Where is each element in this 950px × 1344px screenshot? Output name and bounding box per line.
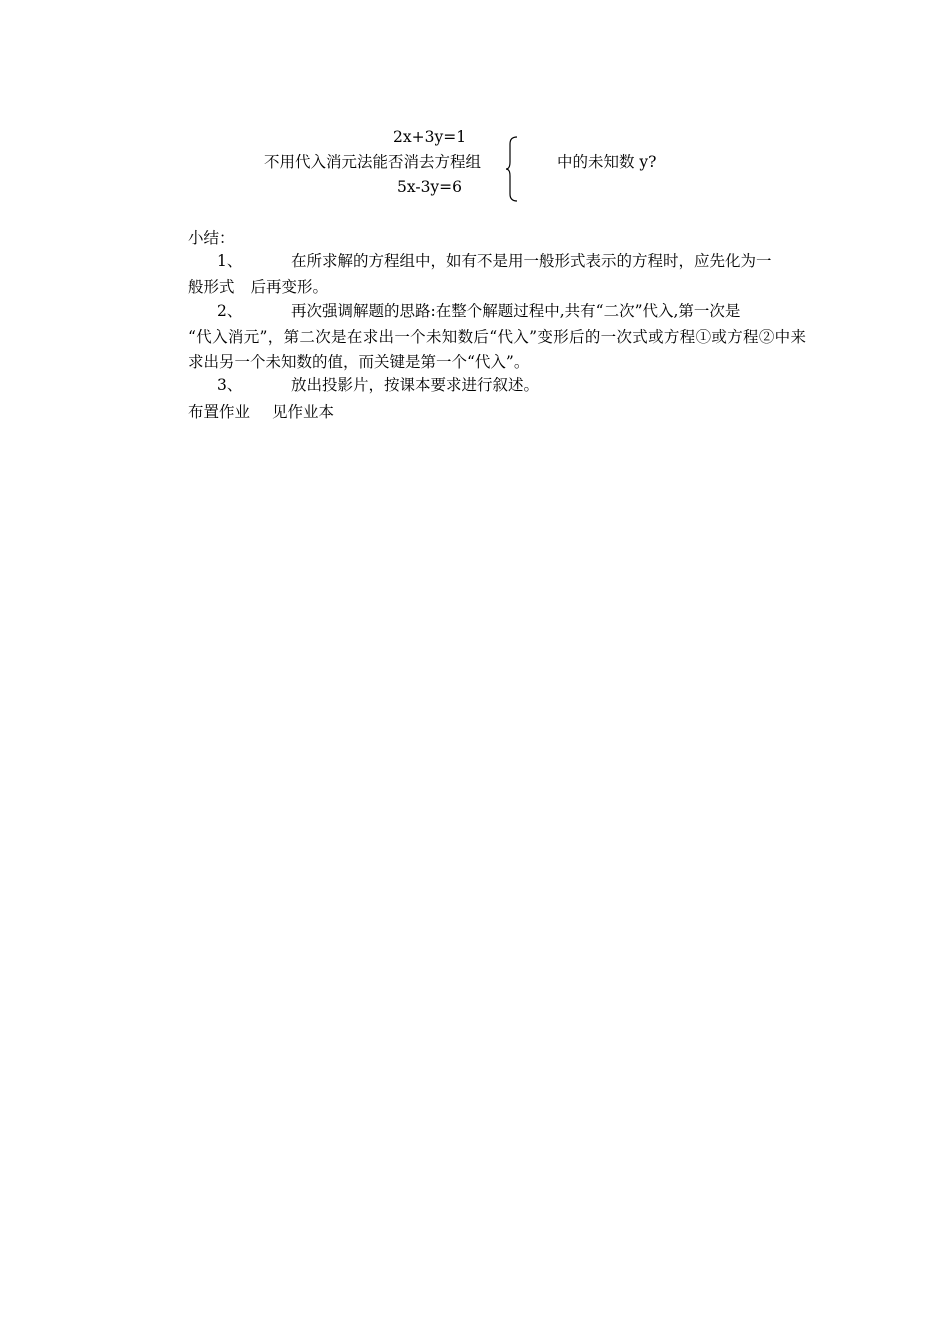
item-text: 放出投影片，按课本要求进行叙述。 [291,376,540,394]
item-text: “代入消元”，第二次是在求出一个未知数后“代入”变形后的一次式或方程①或方程②中来求出另一个未知数的值，而关键是第一个“代入”。 [188,327,806,371]
item-text: 再次强调解题的思路:在整个解题过程中,共有“二次”代入,第一次是 [291,302,741,320]
equation-2: 5x-3y=6 [397,178,463,196]
item-number: 3、 [217,376,243,394]
question-lead-text: 不用代入消元法能否消去方程组 [264,153,482,171]
summary-item-2 [188,299,806,376]
item-text: 后再变形。 [250,277,329,296]
homework-content: 见作业本 [272,403,335,421]
summary-title: 小结： [188,229,235,247]
homework-label: 布置作业 [188,403,251,421]
left-brace-icon [505,136,519,202]
item-number: 2、 [217,302,243,320]
summary-item-3 [188,373,806,399]
item-number: 1、 [217,252,243,270]
equation-1: 2x+3y=1 [393,128,467,146]
item-text: 般形式 [188,277,235,296]
question-tail-text: 中的未知数 y? [557,153,657,171]
homework-line [188,402,334,422]
summary-item-1 [188,249,806,300]
item-text: 在所求解的方程组中，如有不是用一般形式表示的方程时，应先化为一 [291,252,772,270]
